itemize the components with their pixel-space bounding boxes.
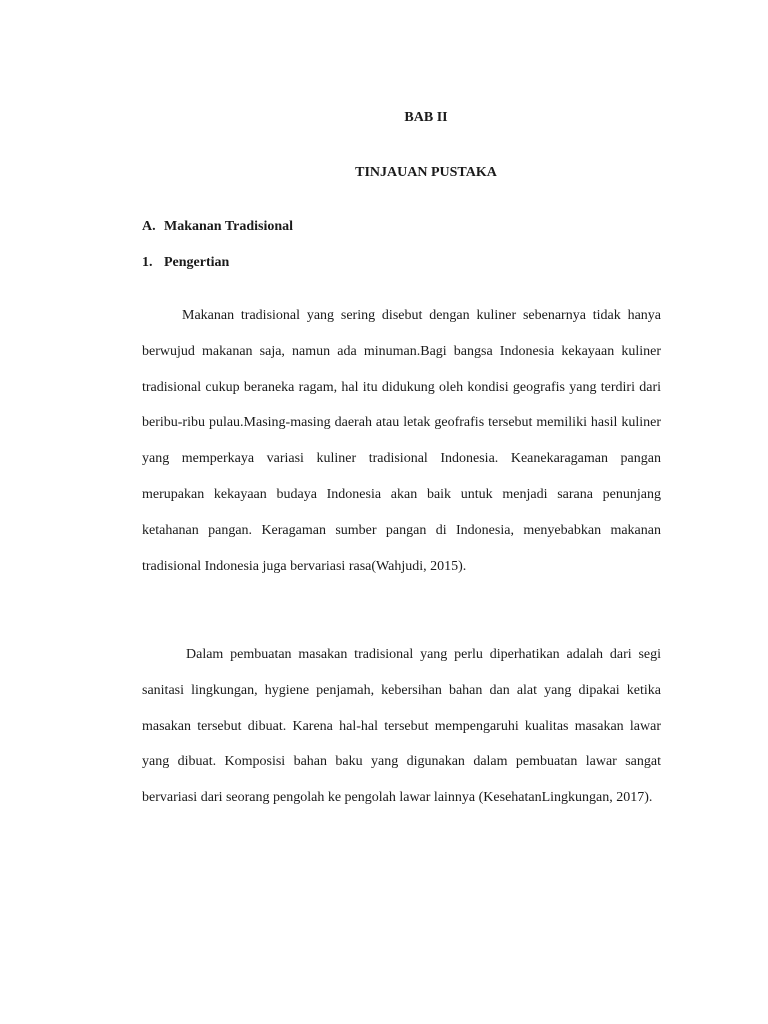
body-paragraph: Makanan tradisional yang sering disebut dengan kuliner sebenarnya tidak hanya berwujud makanan saja, namun ada minuman.Bagi bangsa Indonesia kekayaan kuliner tradisional cukup beraneka ragam, hal itu didukung oleh kondisi geografis yang terdiri dari beribu-ribu pulau.Masing-masing daerah atau letak geofrafis tersebut memiliki hasil kuliner yang memperkaya variasi kuliner tradisional Indonesia. Keanekaragaman pangan merupakan kekayaan budaya Indonesia akan baik untuk menjadi sarana penunjang ketahanan pangan. Keragaman sumber pangan di Indonesia, menyebabkan makanan tradisional Indonesia juga bervariasi rasa(Wahjudi, 2015). [142, 308, 661, 574]
section-title: Makanan Tradisional [164, 219, 294, 234]
chapter-number: BAB II [404, 110, 448, 125]
subsection-marker: 1. [142, 255, 153, 270]
body-paragraph: Dalam pembuatan masakan tradisional yang perlu diperhatikan adalah dari segi sanitasi lingkungan, hygiene penjamah, kebersihan bahan dan alat yang dipakai ketika masakan tersebut dibuat. Karena hal-hal tersebut mempengaruhi kualitas masakan lawar yang dibuat. Komposisi bahan baku yang digunakan dalam pembuatan lawar sangat bervariasi dari seorang pengolah ke pengolah lawar lainnya (KesehatanLingkungan, 2017). [142, 647, 661, 806]
subsection-heading-1 [142, 255, 229, 271]
section-marker: A. [142, 219, 156, 234]
section-heading-a [142, 219, 293, 235]
subsection-title: Pengertian [164, 255, 230, 270]
chapter-title: TINJAUAN PUSTAKA [355, 165, 497, 180]
